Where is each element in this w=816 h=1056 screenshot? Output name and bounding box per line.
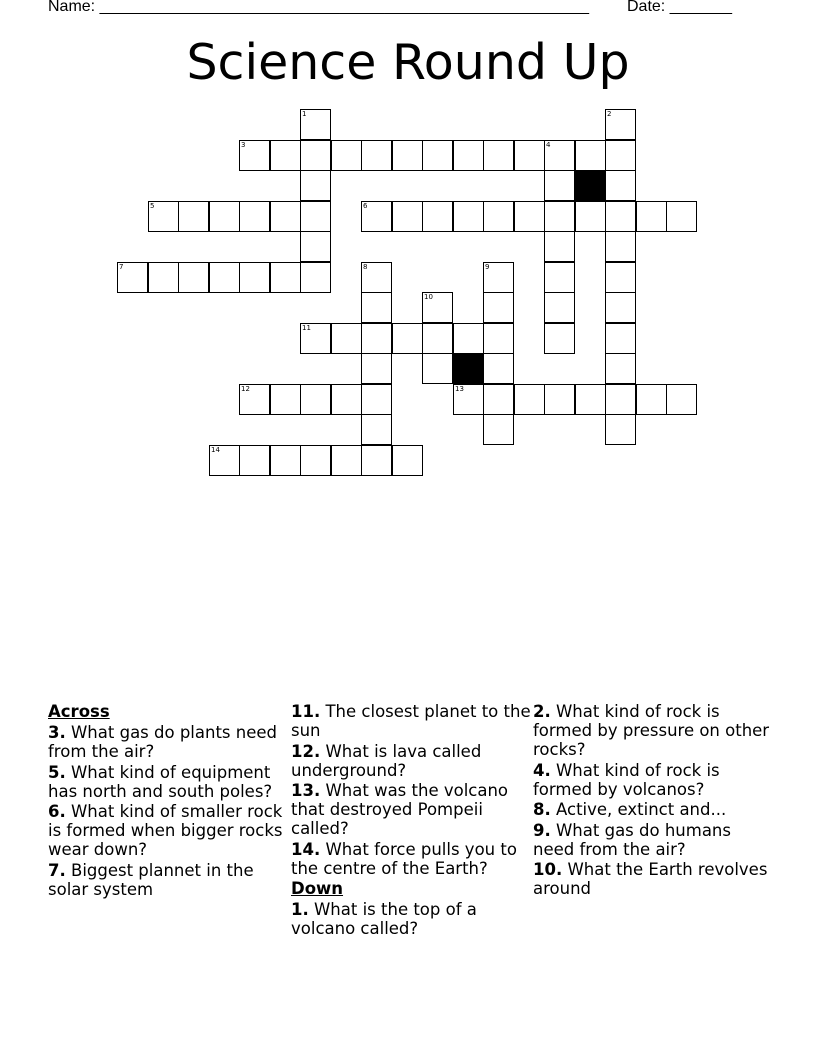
crossword-cell[interactable] — [300, 323, 331, 354]
crossword-cell[interactable] — [483, 292, 514, 323]
crossword-cell[interactable] — [453, 201, 484, 232]
crossword-cell[interactable] — [605, 292, 636, 323]
crossword-cell[interactable] — [300, 109, 331, 140]
clue-down-8: 8. Active, extinct and... — [533, 800, 727, 819]
crossword-cell[interactable] — [300, 140, 331, 171]
crossword-cell[interactable] — [483, 140, 514, 171]
date-field[interactable]: Date: _______ — [627, 0, 732, 15]
clue-number: 7 — [119, 263, 124, 271]
crossword-cell[interactable] — [483, 384, 514, 415]
crossword-cell[interactable] — [514, 201, 545, 232]
crossword-cell[interactable] — [453, 384, 484, 415]
crossword-cell[interactable] — [422, 140, 453, 171]
crossword-cell[interactable] — [361, 384, 392, 415]
crossword-cell[interactable] — [361, 292, 392, 323]
crossword-cell[interactable] — [270, 384, 301, 415]
clue-across-5: 5. What kind of equipment has north and south poles? — [48, 762, 273, 801]
crossword-cell[interactable] — [270, 140, 301, 171]
crossword-cell[interactable] — [605, 353, 636, 384]
crossword-cell[interactable] — [209, 262, 240, 293]
crossword-cell[interactable] — [422, 353, 453, 384]
crossword-cell[interactable] — [483, 414, 514, 445]
crossword-cell[interactable] — [148, 262, 179, 293]
name-field[interactable]: Name: _______________________________________________________ — [48, 0, 589, 15]
crossword-cell[interactable] — [666, 384, 697, 415]
crossword-cell[interactable] — [605, 140, 636, 171]
crossword-cell[interactable] — [483, 262, 514, 293]
crossword-cell[interactable] — [483, 201, 514, 232]
clue-number: 8 — [363, 263, 368, 271]
crossword-cell[interactable] — [300, 231, 331, 262]
crossword-cell[interactable] — [544, 140, 575, 171]
clue-down-4: 4. What kind of rock is formed by volcanos? — [533, 760, 720, 799]
clue-number: 14 — [211, 446, 220, 454]
crossword-cell[interactable] — [544, 201, 575, 232]
clue-number: 10 — [424, 293, 433, 301]
crossword-cell[interactable] — [300, 262, 331, 293]
crossword-cell[interactable] — [300, 384, 331, 415]
crossword-cell[interactable] — [636, 384, 667, 415]
crossword-cell[interactable] — [239, 384, 270, 415]
clues-column-3 — [533, 702, 773, 900]
crossword-cell[interactable] — [270, 445, 301, 476]
clue-across-14: 14. What force pulls you to the centre of the Earth? — [291, 839, 517, 878]
crossword-cell[interactable] — [392, 445, 423, 476]
crossword-cell[interactable] — [392, 140, 423, 171]
crossword-cell[interactable] — [361, 201, 392, 232]
clue-number: 5 — [150, 202, 155, 210]
crossword-cell[interactable] — [178, 201, 209, 232]
crossword-cell[interactable] — [209, 445, 240, 476]
crossword-grid — [0, 0, 816, 500]
crossword-cell[interactable] — [544, 170, 575, 201]
crossword-cell[interactable] — [300, 170, 331, 201]
crossword-cell[interactable] — [239, 262, 270, 293]
crossword-cell[interactable] — [148, 201, 179, 232]
crossword-cell[interactable] — [636, 201, 667, 232]
clue-across-3: 3. What gas do plants need from the air? — [48, 723, 278, 761]
crossword-cell[interactable] — [392, 201, 423, 232]
crossword-cell[interactable] — [575, 201, 606, 232]
clue-across-6: 6. What kind of smaller rock is formed when bigger rocks wear down? — [48, 802, 283, 859]
crossword-cell[interactable] — [666, 201, 697, 232]
crossword-cell[interactable] — [117, 262, 148, 293]
crossword-cell[interactable] — [422, 201, 453, 232]
crossword-cell[interactable] — [331, 384, 362, 415]
crossword-cell[interactable] — [605, 262, 636, 293]
crossword-cell[interactable] — [300, 201, 331, 232]
clues-column-1 — [48, 702, 288, 900]
clues-column-2 — [291, 702, 531, 940]
crossword-cell[interactable] — [605, 414, 636, 445]
clue-across-7: 7. Biggest plannet in the solar system — [48, 860, 254, 899]
clue-number: 4 — [546, 141, 551, 149]
crossword-cell[interactable] — [483, 323, 514, 354]
crossword-cell[interactable] — [453, 140, 484, 171]
clue-number: 9 — [485, 263, 490, 271]
crossword-cell[interactable] — [361, 445, 392, 476]
crossword-cell[interactable] — [300, 445, 331, 476]
crossword-cell[interactable] — [575, 140, 606, 171]
crossword-cell[interactable] — [239, 201, 270, 232]
crossword-cell[interactable] — [422, 292, 453, 323]
clue-down-2: 2. What kind of rock is formed by pressure on other rocks? — [533, 702, 770, 759]
crossword-cell[interactable] — [361, 140, 392, 171]
crossword-cell[interactable] — [605, 170, 636, 201]
clue-across-11: 11. The closest planet to the sun — [291, 702, 531, 740]
across-heading: Across — [48, 702, 110, 721]
crossword-cell[interactable] — [239, 140, 270, 171]
crossword-cell[interactable] — [544, 323, 575, 354]
clue-number: 2 — [607, 110, 612, 118]
crossword-block — [453, 353, 484, 384]
down-heading: Down — [291, 879, 344, 898]
clue-down-1: 1. What is the top of a volcano called? — [291, 900, 477, 938]
crossword-cell[interactable] — [544, 231, 575, 262]
clue-down-10: 10. What the Earth revolves around — [533, 860, 768, 898]
crossword-cell[interactable] — [178, 262, 209, 293]
page-title: Science Round Up — [186, 34, 630, 91]
clue-across-12: 12. What is lava called underground? — [291, 741, 482, 780]
crossword-cell[interactable] — [209, 201, 240, 232]
crossword-cell[interactable] — [239, 445, 270, 476]
crossword-cell[interactable] — [605, 109, 636, 140]
clue-number: 11 — [302, 324, 311, 332]
clue-number: 6 — [363, 202, 368, 210]
clue-number: 1 — [302, 110, 307, 118]
crossword-cell[interactable] — [605, 201, 636, 232]
crossword-cell[interactable] — [514, 384, 545, 415]
crossword-cell[interactable] — [575, 384, 606, 415]
crossword-cell[interactable] — [331, 445, 362, 476]
crossword-cell[interactable] — [514, 140, 545, 171]
crossword-cell[interactable] — [331, 140, 362, 171]
crossword-cell[interactable] — [270, 201, 301, 232]
clue-number: 3 — [241, 141, 246, 149]
crossword-cell[interactable] — [605, 323, 636, 354]
crossword-cell[interactable] — [270, 262, 301, 293]
crossword-cell[interactable] — [422, 323, 453, 354]
clue-number: 13 — [455, 385, 464, 393]
clue-across-13: 13. What was the volcano that destroyed Pompeii called? — [291, 781, 509, 838]
crossword-cell[interactable] — [483, 353, 514, 384]
crossword-cell[interactable] — [361, 353, 392, 384]
crossword-cell[interactable] — [392, 323, 423, 354]
clue-number: 12 — [241, 385, 250, 393]
crossword-cell[interactable] — [605, 384, 636, 415]
crossword-cell[interactable] — [544, 384, 575, 415]
crossword-cell[interactable] — [361, 323, 392, 354]
crossword-cell[interactable] — [331, 323, 362, 354]
crossword-block — [575, 170, 606, 201]
crossword-cell[interactable] — [544, 262, 575, 293]
crossword-cell[interactable] — [361, 414, 392, 445]
crossword-cell[interactable] — [605, 231, 636, 262]
crossword-cell[interactable] — [544, 292, 575, 323]
clue-down-9: 9. What gas do humans need from the air? — [533, 820, 731, 859]
crossword-cell[interactable] — [453, 323, 484, 354]
crossword-cell[interactable] — [361, 262, 392, 293]
